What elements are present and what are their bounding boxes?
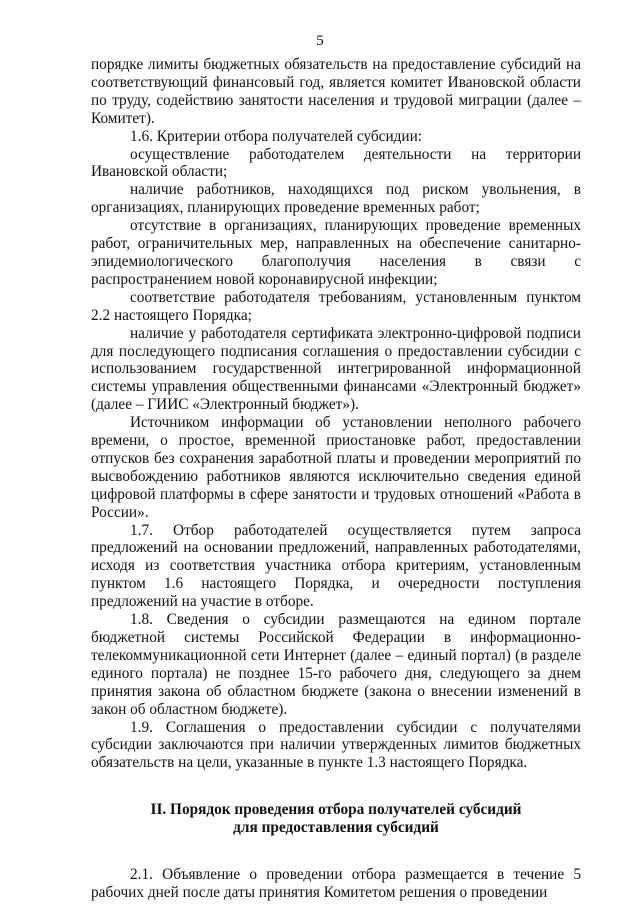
paragraph-2-1-announcement: 2.1. Объявление о проведении отбора размещается в течение 5 рабочих дней после даты принятия Комитетом решения о проведении	[91, 866, 581, 901]
paragraph-criterion-requirements: соответствие работодателя требованиям, установленным пунктом 2.2 настоящего Порядка;	[91, 288, 581, 324]
paragraph-1-8-portal: 1.8. Сведения о субсидии размещаются на едином портале бюджетной системы Российской Федерации в информационно-телекоммуникационной сети Интернет (далее – единый портал) (в разделе единого портала) не позднее 15-го рабочего дня, следующего за днем принятия закона об областном бюджете (закона о внесении изменений в закон об областном бюджете).	[91, 611, 581, 718]
section-heading	[91, 801, 581, 837]
paragraph-budget-limits: порядке лимиты бюджетных обязательств на предоставление субсидий на соответствующий финансовый год, является комитет Ивановской области по труду, содействию занятости населения и трудовой миграции (далее – Комитет).	[91, 56, 581, 127]
section-heading-line-2: для предоставления субсидий	[233, 819, 439, 837]
paragraph-criterion-no-restrictions: отсутствие в организациях, планирующих проведение временных работ, ограничительных мер, направленных на обеспечение санитарно-эпидемиологического благополучия населения в связи с распространением новой коронавирусной инфекции;	[91, 217, 581, 288]
section-heading-line-1: II. Порядок проведения отбора получателей субсидий	[150, 801, 522, 819]
paragraph-information-source: Источником информации об установлении неполного рабочего времени, о простое, временной приостановке работ, предоставлении отпусков без сохранения заработной платы и проведении мероприятий по высвобождению работников являются исключительно сведения единой цифровой платформы в сфере занятости и трудовых отношений «Работа в России».	[91, 414, 581, 521]
paragraph-criterion-risk-of-dismissal: наличие работников, находящихся под риском увольнения, в организациях, планирующих проведение временных работ;	[91, 181, 581, 217]
paragraph-criterion-digital-signature: наличие у работодателя сертификата электронно-цифровой подписи для последующего подписания соглашения о предоставлении субсидии с использованием государственной интегрированной информационной системы управления общественными финансами «Электронный бюджет» (далее – ГИИС «Электронный бюджет»).	[91, 324, 581, 414]
paragraph-selection-criteria-title: 1.6. Критерии отбора получателей субсидии:	[130, 127, 423, 145]
page-number: 5	[316, 33, 324, 49]
document-body	[91, 56, 581, 902]
paragraph-1-9-agreements: 1.9. Соглашения о предоставлении субсидии с получателями субсидии заключаются при наличии утвержденных лимитов бюджетных обязательств на цели, указанные в пункте 1.3 настоящего Порядка.	[91, 718, 581, 772]
paragraph-criterion-territory: осуществление работодателем деятельности на территории Ивановской области;	[91, 145, 581, 181]
paragraph-1-7-selection: 1.7. Отбор работодателей осуществляется путем запроса предложений на основании предложений, направленных работодателями, исходя из соответствия участника отбора критериям, установленным пунктом 1.6 настоящего Порядка, и очередности поступления предложений на участие в отборе.	[91, 521, 581, 611]
